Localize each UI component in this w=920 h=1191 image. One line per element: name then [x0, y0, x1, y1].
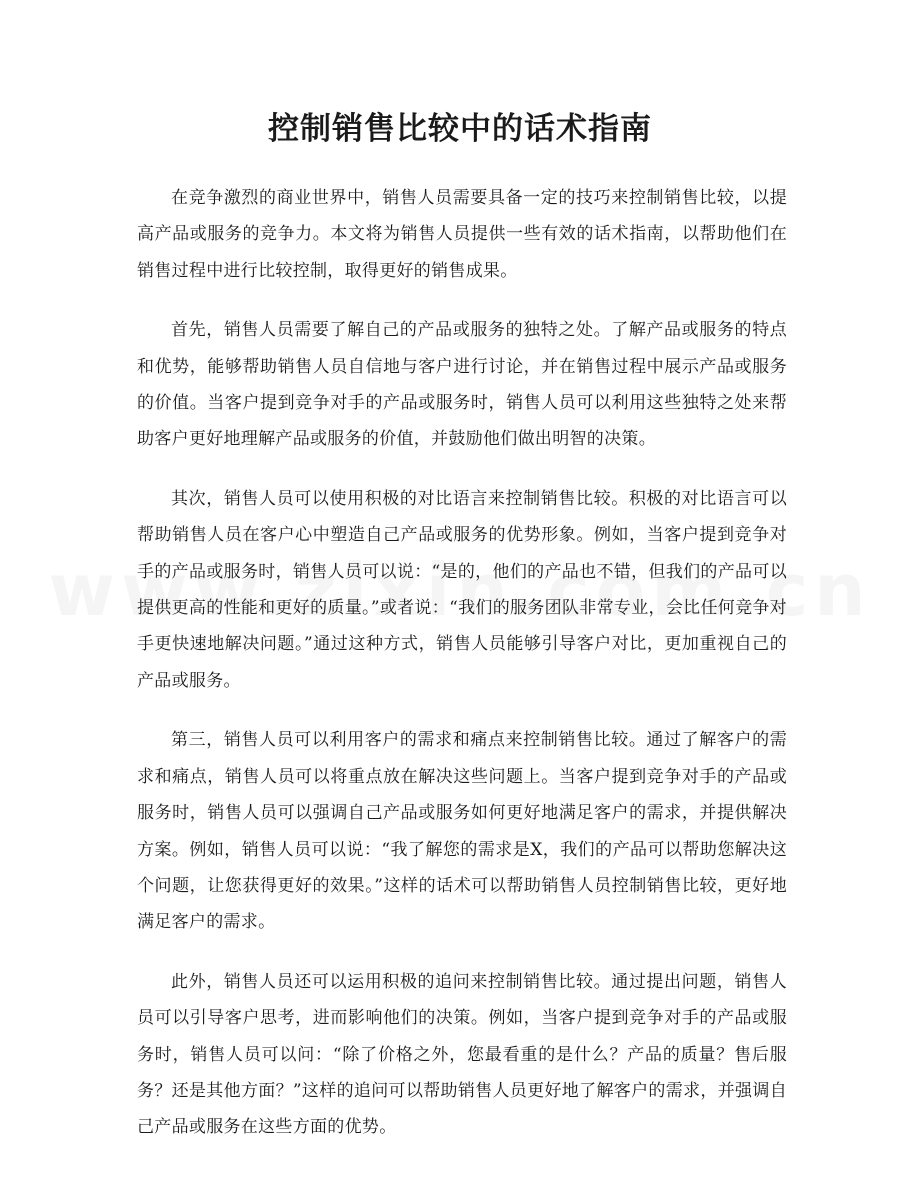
paragraph-further: 此外，销售人员还可以运用积极的追问来控制销售比较。通过提出问题，销售人员可以引导客户思考，进而影响他们的决策。例如，当客户提到竞争对手的产品或服务时，销售人员可以问：“除了价格之外，您最看重的是什么？产品的质量？售后服务？还是其他方面？”这样的追问可以帮助销售人员更好地了解客户的需求，并强调自己产品或服务在这些方面的优势。: [137, 971, 787, 1138]
paragraph-second: 其次，销售人员可以使用积极的对比语言来控制销售比较。积极的对比语言可以帮助销售人员在客户心中塑造自己产品或服务的优势形象。例如，当客户提到竞争对手的产品或服务时，销售人员可以说：“是的，他们的产品也不错，但我们的产品可以提供更高的性能和更好的质量。”或者说：“我们的服务团队非常专业，会比任何竞争对手更快速地解决问题。”通过这种方式，销售人员能够引导客户对比，更加重视自己的产品或服务。: [137, 488, 787, 691]
document-title: 控制销售比较中的话术指南: [268, 111, 652, 147]
paragraph-third: 第三，销售人员可以利用客户的需求和痛点来控制销售比较。通过了解客户的需求和痛点，销售人员可以将重点放在解决这些问题上。当客户提到竞争对手的产品或服务时，销售人员可以强调自己产品或服务如何更好地满足客户的需求，并提供解决方案。例如，销售人员可以说：“我了解您的需求是X，我们的产品可以帮助您解决这个问题，让您获得更好的效果。”这样的话术可以帮助销售人员控制销售比较，更好地满足客户的需求。: [137, 730, 787, 933]
paragraph-first: 首先，销售人员需要了解自己的产品或服务的独特之处。了解产品或服务的特点和优势，能够帮助销售人员自信地与客户进行讨论，并在销售过程中展示产品或服务的价值。当客户提到竞争对手的产品或服务时，销售人员可以利用这些独特之处来帮助客户更好地理解产品或服务的价值，并鼓励他们做出明智的决策。: [137, 320, 787, 450]
document-body: [137, 180, 787, 1169]
paragraph-intro: 在竞争激烈的商业世界中，销售人员需要具备一定的技巧来控制销售比较，以提高产品或服务的竞争力。本文将为销售人员提供一些有效的话术指南，以帮助他们在销售过程中进行比较控制，取得更好的销售成果。: [137, 188, 787, 281]
